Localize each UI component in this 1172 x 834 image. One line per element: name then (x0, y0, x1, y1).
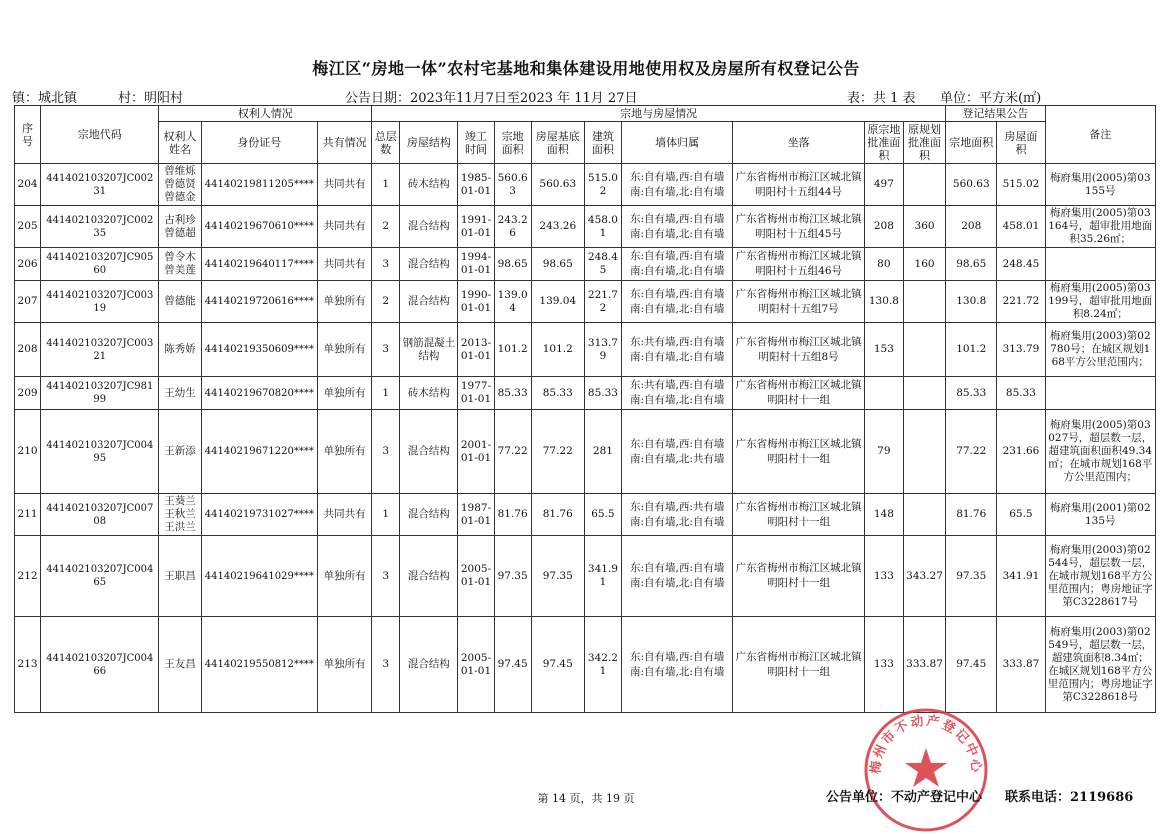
cell-location: 广东省梅州市梅江区城北镇明阳村十一组 (733, 494, 864, 536)
cell-completed: 1977-01-01 (458, 377, 494, 410)
cell-reg-land: 81.76 (946, 494, 997, 536)
cell-structure: 钢筋混凝土结构 (400, 323, 458, 377)
cell-share: 单独所有 (318, 536, 372, 617)
issuing-unit: 公告单位：不动产登记中心 (826, 790, 983, 805)
cell-floors: 2 (372, 281, 400, 323)
cell-orig-plan: 343.27 (903, 536, 945, 617)
cell-reg-house: 65.5 (997, 494, 1045, 536)
seal-star-icon (905, 748, 947, 787)
table-row (15, 617, 1156, 713)
col-location: 坐落 (733, 122, 864, 164)
cell-base-area: 81.76 (531, 494, 584, 536)
col-id-no: 身份证号 (201, 122, 317, 164)
cell-base-area: 139.04 (531, 281, 584, 323)
cell-completed: 1994-01-01 (458, 248, 494, 281)
town-label: 镇：城北镇 (12, 91, 78, 106)
cell-share: 单独所有 (318, 323, 372, 377)
cell-reg-land: 130.8 (946, 281, 997, 323)
cell-location: 广东省梅州市梅江区城北镇明阳村十五组44号 (733, 164, 864, 206)
cell-completed: 1985-01-01 (458, 164, 494, 206)
cell-orig-plan: 360 (903, 206, 945, 248)
cell-id: 44140219720616**** (201, 281, 317, 323)
cell-floors: 3 (372, 536, 400, 617)
cell-id: 44140219670610**** (201, 206, 317, 248)
contact-phone: 联系电话：2119686 (1005, 790, 1134, 805)
cell-orig-land (864, 377, 903, 410)
cell-building-area: 85.33 (584, 377, 621, 410)
cell-location: 广东省梅州市梅江区城北镇明阳村十一组 (733, 536, 864, 617)
cell-seq: 211 (15, 494, 41, 536)
cell-base-area: 560.63 (531, 164, 584, 206)
cell-orig-plan: 160 (903, 248, 945, 281)
cell-building-area: 221.72 (584, 281, 621, 323)
cell-code: 441402103207JC00466 (41, 617, 159, 713)
cell-land-area: 243.26 (494, 206, 531, 248)
cell-wall: 东:自有墙,西:自有墙 南:自有墙,北:自有墙 (621, 536, 732, 617)
table-row (15, 494, 1156, 536)
col-land-area: 宗地面积 (494, 122, 531, 164)
cell-remark: 梅府集用(2003)第02549号，超层数一层，超建筑面积8.34㎡；在城区规划168平方公里范围内；粤房地证字第C3228618号 (1045, 617, 1155, 713)
cell-building-area: 65.5 (584, 494, 621, 536)
table-row (15, 248, 1156, 281)
table-row (15, 164, 1156, 206)
page-title: 梅江区“房地一体”农村宅基地和集体建设用地使用权及房屋所有权登记公告 (312, 59, 860, 78)
cell-structure: 混合结构 (400, 206, 458, 248)
announcement-date: 公告日期：2023年11月7日至2023 年 11月 27日 (345, 91, 638, 106)
cell-base-area: 97.35 (531, 536, 584, 617)
cell-base-area: 77.22 (531, 410, 584, 494)
cell-floors: 1 (372, 164, 400, 206)
registration-table (14, 105, 1156, 713)
cell-orig-plan (903, 164, 945, 206)
cell-owner: 王葵兰 王秋兰 王洪兰 (159, 494, 201, 536)
cell-remark: 梅府集用(2005)第03155号 (1045, 164, 1155, 206)
cell-share: 共同共有 (318, 164, 372, 206)
cell-building-area: 248.45 (584, 248, 621, 281)
cell-completed: 2013-01-01 (458, 323, 494, 377)
col-wall: 墙体归属 (621, 122, 732, 164)
group-result: 登记结果公告 (946, 106, 1045, 122)
cell-orig-plan (903, 281, 945, 323)
cell-land-area: 77.22 (494, 410, 531, 494)
col-building-area: 建筑面积 (584, 122, 621, 164)
cell-location: 广东省梅州市梅江区城北镇明阳村十一组 (733, 617, 864, 713)
cell-code: 441402103207JC00319 (41, 281, 159, 323)
cell-structure: 砖木结构 (400, 377, 458, 410)
cell-land-area: 139.04 (494, 281, 531, 323)
table-row (15, 536, 1156, 617)
cell-orig-land: 153 (864, 323, 903, 377)
cell-remark: 梅府集用(2001)第02135号 (1045, 494, 1155, 536)
cell-reg-house: 313.79 (997, 323, 1045, 377)
cell-share: 单独所有 (318, 281, 372, 323)
cell-owner: 王职昌 (159, 536, 201, 617)
cell-wall: 东:共有墙,西:自有墙 南:自有墙,北:自有墙 (621, 323, 732, 377)
cell-orig-land: 79 (864, 410, 903, 494)
cell-reg-land: 98.65 (946, 248, 997, 281)
table-count: 表：共 1 表 (847, 91, 916, 106)
cell-code: 441402103207JC00708 (41, 494, 159, 536)
cell-structure: 混合结构 (400, 248, 458, 281)
cell-remark: 梅府集用(2003)第02780号；在城区规划168平方公里范围内； (1045, 323, 1155, 377)
cell-remark: 梅府集用(2005)第03027号，超层数一层，超建筑面积面积49.34㎡；在城市规划168平方公里范围内； (1045, 410, 1155, 494)
cell-structure: 混合结构 (400, 494, 458, 536)
cell-owner: 王新添 (159, 410, 201, 494)
village-label: 村：明阳村 (118, 91, 184, 106)
cell-floors: 3 (372, 323, 400, 377)
cell-owner: 陈秀娇 (159, 323, 201, 377)
cell-reg-land: 97.45 (946, 617, 997, 713)
cell-orig-plan (903, 323, 945, 377)
col-parcel-code: 宗地代码 (41, 106, 159, 164)
cell-orig-land: 497 (864, 164, 903, 206)
cell-wall: 东:共有墙,西:自有墙 南:自有墙,北:自有墙 (621, 377, 732, 410)
table-row (15, 281, 1156, 323)
cell-base-area: 243.26 (531, 206, 584, 248)
table-row (15, 410, 1156, 494)
cell-base-area: 98.65 (531, 248, 584, 281)
cell-owner: 曾维烁 曾德贤 曾德金 (159, 164, 201, 206)
cell-seq: 206 (15, 248, 41, 281)
cell-share: 共同共有 (318, 494, 372, 536)
cell-wall: 东:自有墙,西:自有墙 南:自有墙,北:共有墙 (621, 410, 732, 494)
cell-remark: 梅府集用(2005)第03164号，超审批用地面积35.26㎡； (1045, 206, 1155, 248)
cell-location: 广东省梅州市梅江区城北镇明阳村十一组 (733, 410, 864, 494)
col-reg-land-area: 宗地面积 (946, 122, 997, 164)
official-seal (862, 706, 990, 834)
cell-orig-land: 133 (864, 536, 903, 617)
cell-wall: 东:自有墙,西:自有墙 南:自有墙,北:自有墙 (621, 206, 732, 248)
cell-orig-plan (903, 494, 945, 536)
cell-reg-house: 248.45 (997, 248, 1045, 281)
cell-location: 广东省梅州市梅江区城北镇明阳村十一组 (733, 377, 864, 410)
cell-land-area: 101.2 (494, 323, 531, 377)
cell-seq: 208 (15, 323, 41, 377)
table-row (15, 323, 1156, 377)
cell-reg-house: 333.87 (997, 617, 1045, 713)
cell-structure: 混合结构 (400, 410, 458, 494)
cell-remark (1045, 377, 1155, 410)
group-owner: 权利人情况 (159, 106, 372, 122)
col-orig-planned-building: 原规划批准面积 (903, 122, 945, 164)
cell-id: 44140219550812**** (201, 617, 317, 713)
cell-code: 441402103207JC00465 (41, 536, 159, 617)
cell-land-area: 81.76 (494, 494, 531, 536)
cell-id: 44140219641029**** (201, 536, 317, 617)
cell-orig-land: 133 (864, 617, 903, 713)
cell-share: 单独所有 (318, 410, 372, 494)
cell-seq: 204 (15, 164, 41, 206)
cell-building-area: 342.21 (584, 617, 621, 713)
cell-floors: 3 (372, 617, 400, 713)
cell-wall: 东:自有墙,西:自有墙 南:自有墙,北:自有墙 (621, 248, 732, 281)
col-floors: 总层数 (372, 122, 400, 164)
cell-orig-land: 148 (864, 494, 903, 536)
cell-location: 广东省梅州市梅江区城北镇明阳村十五组46号 (733, 248, 864, 281)
cell-code: 441402103207JC00231 (41, 164, 159, 206)
cell-building-area: 281 (584, 410, 621, 494)
cell-orig-land: 130.8 (864, 281, 903, 323)
cell-owner: 王友昌 (159, 617, 201, 713)
page-number: 第 14 页，共 19 页 (537, 792, 635, 805)
col-structure: 房屋结构 (400, 122, 458, 164)
cell-reg-land: 97.35 (946, 536, 997, 617)
cell-code: 441402103207JC00495 (41, 410, 159, 494)
col-remark: 备注 (1045, 106, 1155, 164)
cell-orig-plan: 333.87 (903, 617, 945, 713)
cell-completed: 2005-01-01 (458, 536, 494, 617)
cell-reg-house: 231.66 (997, 410, 1045, 494)
cell-seq: 213 (15, 617, 41, 713)
cell-seq: 209 (15, 377, 41, 410)
cell-land-area: 98.65 (494, 248, 531, 281)
seal-text: 梅州市不动产登记中心 (868, 713, 984, 775)
cell-seq: 205 (15, 206, 41, 248)
cell-owner: 曾令木 曾美莲 (159, 248, 201, 281)
cell-completed: 1990-01-01 (458, 281, 494, 323)
cell-wall: 东:自有墙,西:共有墙 南:自有墙,北:自有墙 (621, 494, 732, 536)
cell-reg-land: 208 (946, 206, 997, 248)
cell-id: 44140219640117**** (201, 248, 317, 281)
cell-owner: 王幼生 (159, 377, 201, 410)
cell-share: 单独所有 (318, 377, 372, 410)
cell-reg-house: 341.91 (997, 536, 1045, 617)
cell-owner: 古利珍 曾德超 (159, 206, 201, 248)
cell-base-area: 85.33 (531, 377, 584, 410)
col-base-area: 房屋基底面积 (531, 122, 584, 164)
cell-remark: 梅府集用(2003)第02544号，超层数一层，在城市规划168平方公里范围内；粤房地证字第C3228617号 (1045, 536, 1155, 617)
cell-base-area: 101.2 (531, 323, 584, 377)
cell-wall: 东:自有墙,西:自有墙 南:自有墙,北:自有墙 (621, 164, 732, 206)
cell-orig-plan (903, 377, 945, 410)
cell-floors: 2 (372, 206, 400, 248)
cell-code: 441402103207JC00321 (41, 323, 159, 377)
cell-building-area: 458.01 (584, 206, 621, 248)
cell-id: 44140219350609**** (201, 323, 317, 377)
cell-code: 441402103207JC98199 (41, 377, 159, 410)
cell-seq: 210 (15, 410, 41, 494)
cell-building-area: 341.91 (584, 536, 621, 617)
table-row (15, 206, 1156, 248)
cell-code: 441402103207JC00235 (41, 206, 159, 248)
cell-share: 单独所有 (318, 617, 372, 713)
cell-reg-land: 85.33 (946, 377, 997, 410)
col-orig-approved-land: 原宗地批准面积 (864, 122, 903, 164)
cell-orig-land: 208 (864, 206, 903, 248)
cell-remark (1045, 248, 1155, 281)
cell-completed: 1991-01-01 (458, 206, 494, 248)
cell-wall: 东:自有墙,西:自有墙 南:自有墙,北:自有墙 (621, 617, 732, 713)
cell-id: 44140219670820**** (201, 377, 317, 410)
cell-structure: 砖木结构 (400, 164, 458, 206)
cell-reg-house: 458.01 (997, 206, 1045, 248)
cell-reg-house: 515.02 (997, 164, 1045, 206)
cell-wall: 东:自有墙,西:自有墙 南:自有墙,北:自有墙 (621, 281, 732, 323)
cell-land-area: 560.63 (494, 164, 531, 206)
col-completed: 竣工时间 (458, 122, 494, 164)
cell-id: 44140219671220**** (201, 410, 317, 494)
cell-building-area: 313.79 (584, 323, 621, 377)
cell-reg-house: 85.33 (997, 377, 1045, 410)
cell-land-area: 85.33 (494, 377, 531, 410)
table-row (15, 377, 1156, 410)
cell-structure: 混合结构 (400, 536, 458, 617)
cell-orig-land: 80 (864, 248, 903, 281)
cell-land-area: 97.45 (494, 617, 531, 713)
cell-seq: 207 (15, 281, 41, 323)
cell-floors: 1 (372, 377, 400, 410)
cell-structure: 混合结构 (400, 617, 458, 713)
cell-code: 441402103207JC90560 (41, 248, 159, 281)
col-seq: 序号 (15, 106, 41, 164)
col-owner-name: 权利人姓名 (159, 122, 201, 164)
cell-reg-land: 560.63 (946, 164, 997, 206)
cell-remark: 梅府集用(2005)第03199号，超审批用地面积8.24㎡； (1045, 281, 1155, 323)
cell-completed: 2001-01-01 (458, 410, 494, 494)
cell-floors: 1 (372, 494, 400, 536)
cell-seq: 212 (15, 536, 41, 617)
col-reg-house-area: 房屋面积 (997, 122, 1045, 164)
group-land-house: 宗地与房屋情况 (372, 106, 946, 122)
cell-reg-house: 221.72 (997, 281, 1045, 323)
cell-reg-land: 101.2 (946, 323, 997, 377)
cell-id: 44140219811205**** (201, 164, 317, 206)
cell-land-area: 97.35 (494, 536, 531, 617)
cell-share: 共同共有 (318, 248, 372, 281)
cell-share: 共同共有 (318, 206, 372, 248)
cell-floors: 3 (372, 248, 400, 281)
cell-owner: 曾德能 (159, 281, 201, 323)
col-share: 共有情况 (318, 122, 372, 164)
cell-floors: 3 (372, 410, 400, 494)
cell-structure: 混合结构 (400, 281, 458, 323)
cell-building-area: 515.02 (584, 164, 621, 206)
cell-completed: 2005-01-01 (458, 617, 494, 713)
cell-location: 广东省梅州市梅江区城北镇明阳村十五组8号 (733, 323, 864, 377)
cell-orig-plan (903, 410, 945, 494)
cell-id: 44140219731027**** (201, 494, 317, 536)
cell-location: 广东省梅州市梅江区城北镇明阳村十五组7号 (733, 281, 864, 323)
unit-label: 单位：平方米(㎡) (940, 91, 1042, 106)
cell-completed: 1987-01-01 (458, 494, 494, 536)
cell-reg-land: 77.22 (946, 410, 997, 494)
cell-location: 广东省梅州市梅江区城北镇明阳村十五组45号 (733, 206, 864, 248)
cell-base-area: 97.45 (531, 617, 584, 713)
